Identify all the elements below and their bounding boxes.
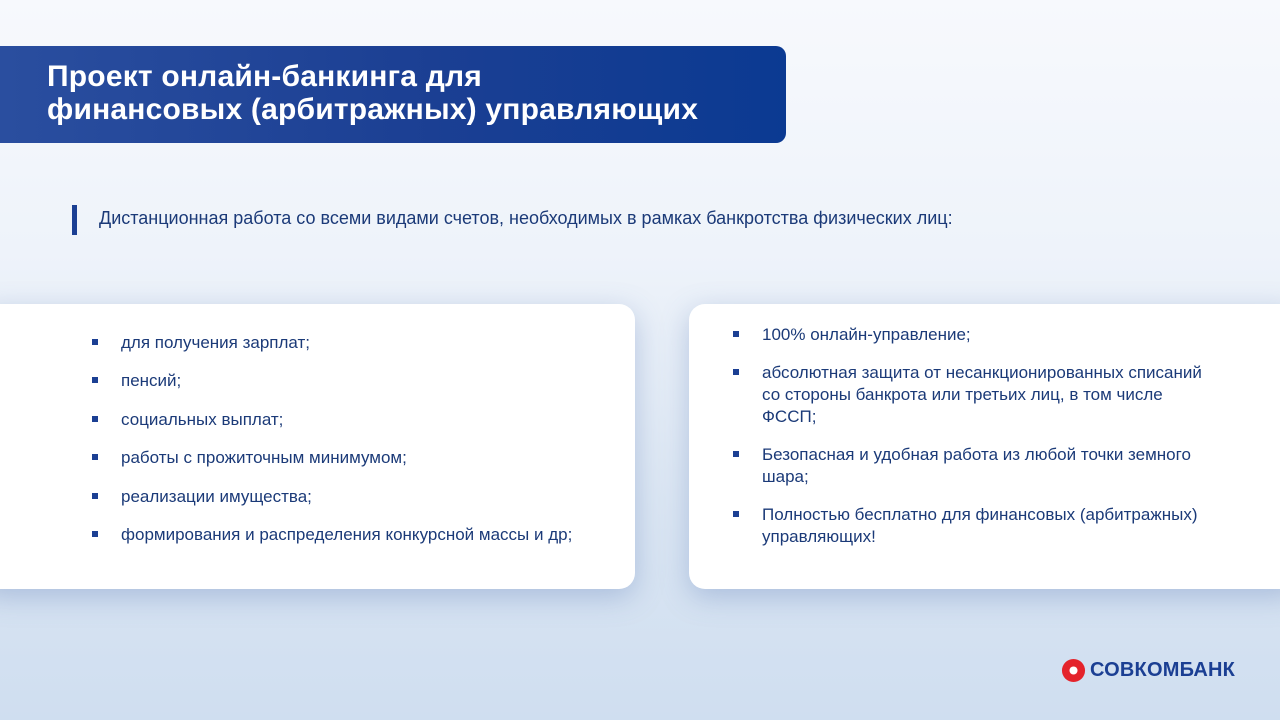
list-item-text: Безопасная и удобная работа из любой точки земного шара; — [762, 445, 1191, 486]
list-item-text: реализации имущества; — [121, 486, 312, 506]
title-banner — [0, 46, 786, 143]
right-card — [689, 304, 1280, 589]
sovcombank-logo-icon — [1061, 658, 1086, 683]
list-item — [92, 524, 572, 562]
list-item — [733, 504, 1203, 548]
logo-text: СОВКОМБАНК — [1090, 658, 1236, 681]
left-card-list — [92, 332, 572, 562]
bullet-icon — [733, 331, 739, 337]
list-item — [733, 362, 1203, 428]
bullet-icon — [92, 493, 98, 499]
bullet-icon — [92, 339, 98, 345]
bullet-icon — [733, 511, 739, 517]
list-item-text: социальных выплат; — [121, 409, 284, 429]
list-item-text: пенсий; — [121, 371, 182, 391]
subtitle: Дистанционная работа со всеми видами счетов, необходимых в рамках банкротства физических лиц: — [72, 205, 953, 235]
page-title-line-1: Проект онлайн-банкинга для — [47, 60, 482, 93]
bullet-icon — [92, 531, 98, 537]
left-card — [0, 304, 635, 589]
list-item — [92, 447, 572, 485]
right-card-list — [733, 324, 1203, 564]
bullet-icon — [733, 451, 739, 457]
page-title-line-2: финансовых (арбитражных) управляющих — [47, 93, 699, 126]
bullet-icon — [92, 454, 98, 460]
list-item-text: абсолютная защита от несанкционированных списаний со стороны банкрота или третьих лиц, в том числе ФССП; — [762, 363, 1202, 426]
list-item-text: работы с прожиточным минимумом; — [121, 448, 407, 468]
list-item — [92, 332, 572, 370]
list-item — [92, 370, 572, 408]
list-item-text: 100% онлайн-управление; — [762, 325, 971, 344]
sovcombank-logo — [1061, 657, 1235, 683]
bullet-icon — [733, 369, 739, 375]
list-item — [733, 444, 1203, 488]
bullet-icon — [92, 377, 98, 383]
list-item — [92, 486, 572, 524]
list-item-text: Полностью бесплатно для финансовых (арбитражных) управляющих! — [762, 505, 1198, 546]
list-item-text: формирования и распределения конкурсной массы и др; — [121, 524, 573, 544]
bullet-icon — [92, 416, 98, 422]
list-item — [733, 324, 1203, 346]
list-item — [92, 409, 572, 447]
list-item-text: для получения зарплат; — [121, 333, 311, 352]
